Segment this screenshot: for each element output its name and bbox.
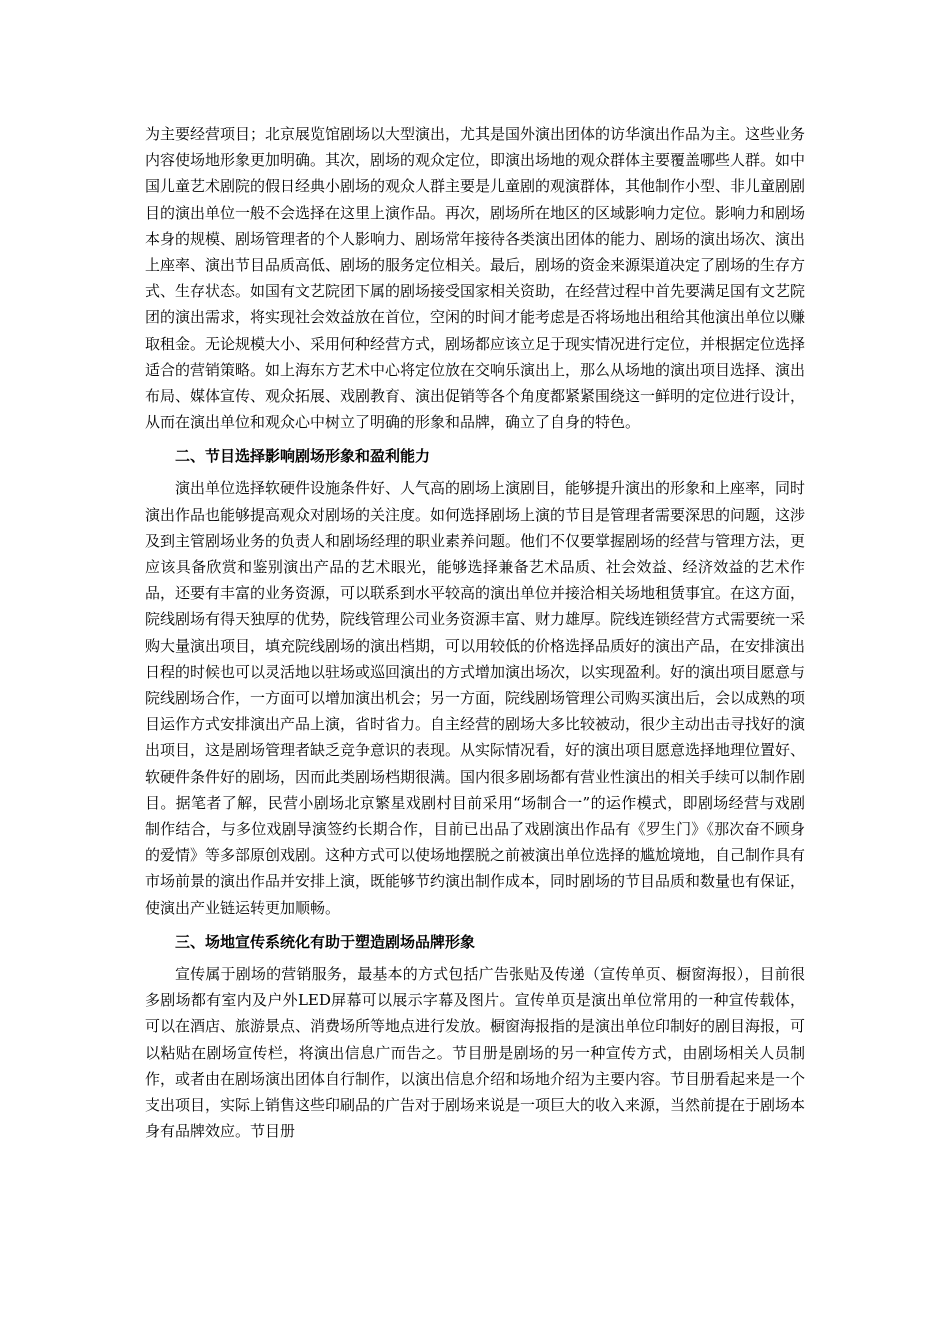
body-paragraph-2: 演出单位选择软硬件设施条件好、人气高的剧场上演剧目，能够提升演出的形象和上座率，同时演出作品也能够提高观众对剧场的关注度。如何选择剧场上演的节目是管理者需要深思的问题，这涉及到主管剧场业务的负责人和剧场经理的职业素养问题。他们不仅要掌握剧场的经营与管理方法，更应该具备欣赏和鉴别演出产品的艺术眼光，能够选择兼备艺术品质、社会效益、经济效益的艺术作品，还要有丰富的业务资源，可以联系到水平较高的演出单位并接洽相关场地租赁事宜。在这方面，院线剧场有得天独厚的优势，院线管理公司业务资源丰富、财力雄厚。院线连锁经营方式需要统一采购大量演出项目，填充院线剧场的演出档期，可以用较低的价格选择品质好的演出产品，在安排演出日程的时候也可以灵活地以驻场或巡回演出的方式增加演出场次，以实现盈利。好的演出项目愿意与院线剧场合作，一方面可以增加演出机会；另一方面，院线剧场管理公司购买演出后，会以成熟的项目运作方式安排演出产品上演，省时省力。自主经营的剧场大多比较被动，很少主动出击寻找好的演出项目，这是剧场管理者缺乏竞争意识的表现。从实际情况看，好的演出项目愿意选择地理位置好、软硬件条件好的剧场，因而此类剧场档期很满。国内很多剧场都有营业性演出的相关手续可以制作剧目。据笔者了解，民营小剧场北京繁星戏剧村目前采用“场制合一”的运作模式，即剧场经营与戏剧制作结合，与多位戏剧导演签约长期合作，目前已出品了戏剧演出作品有《罗生门》《那次奋不顾身的爱情》等多部原创戏剧。这种方式可以使场地摆脱之前被演出单位选择的尴尬境地，自己制作具有市场前景的演出作品并安排上演，既能够节约演出制作成本，同时剧场的节目品质和数量也有保证，使演出产业链运转更加顺畅。 [145,479,806,917]
document-body [145,121,805,1144]
body-paragraph-1: 为主要经营项目；北京展览馆剧场以大型演出，尤其是国外演出团体的访华演出作品为主。这些业务内容使场地形象更加明确。其次，剧场的观众定位，即演出场地的观众群体主要覆盖哪些人群。如中国儿童艺术剧院的假日经典小剧场的观众人群主要是儿童剧的观演群体，其他制作小型、非儿童剧剧目的演出单位一般不会选择在这里上演作品。再次，剧场所在地区的区域影响力定位。影响力和剧场本身的规模、剧场管理者的个人影响力、剧场常年接待各类演出团体的能力、剧场的演出场次、演出上座率、演出节目品质高低、剧场的服务定位相关。最后，剧场的资金来源渠道决定了剧场的生存方式、生存状态。如国有文艺院团下属的剧场接受国家相关资助，在经营过程中首先要满足国有文艺院团的演出需求，将实现社会效益放在首位，空闲的时间才能考虑是否将场地出租给其他演出单位以赚取租金。无论规模大小、采用何种经营方式，剧场都应该立足于现实情况进行定位，并根据定位选择适合的营销策略。如上海东方艺术中心将定位放在交响乐演出上，那么从场地的演出项目选择、演出布局、媒体宣传、观众拓展、戏剧教育、演出促销等各个角度都紧紧围绕这一鲜明的定位进行设计，从而在演出单位和观众心中树立了明确的形象和品牌，确立了自身的特色。 [145,125,806,432]
body-paragraph-3: 宣传属于剧场的营销服务，最基本的方式包括广告张贴及传递（宣传单页、橱窗海报），目前很多剧场都有室内及户外LED屏幕可以展示字幕及图片。宣传单页是演出单位常用的一种宣传载体，可以在酒店、旅游景点、消费场所等地点进行发放。橱窗海报指的是演出单位印制好的剧目海报，可以粘贴在剧场宣传栏，将演出信息广而告之。节目册是剧场的另一种宣传方式，由剧场相关人员制作，或者由在剧场演出团体自行制作，以演出信息介绍和场地介绍为主要内容。节目册看起来是一个支出项目，实际上销售这些印刷品的广告对于剧场来说是一项巨大的收入来源，当然前提在于剧场本身有品牌效应。节目册 [145,964,806,1141]
section-heading-2: 二、节目选择影响剧场形象和盈利能力 [175,447,431,466]
section-heading-3: 三、场地宣传系统化有助于塑造剧场品牌形象 [175,932,476,951]
